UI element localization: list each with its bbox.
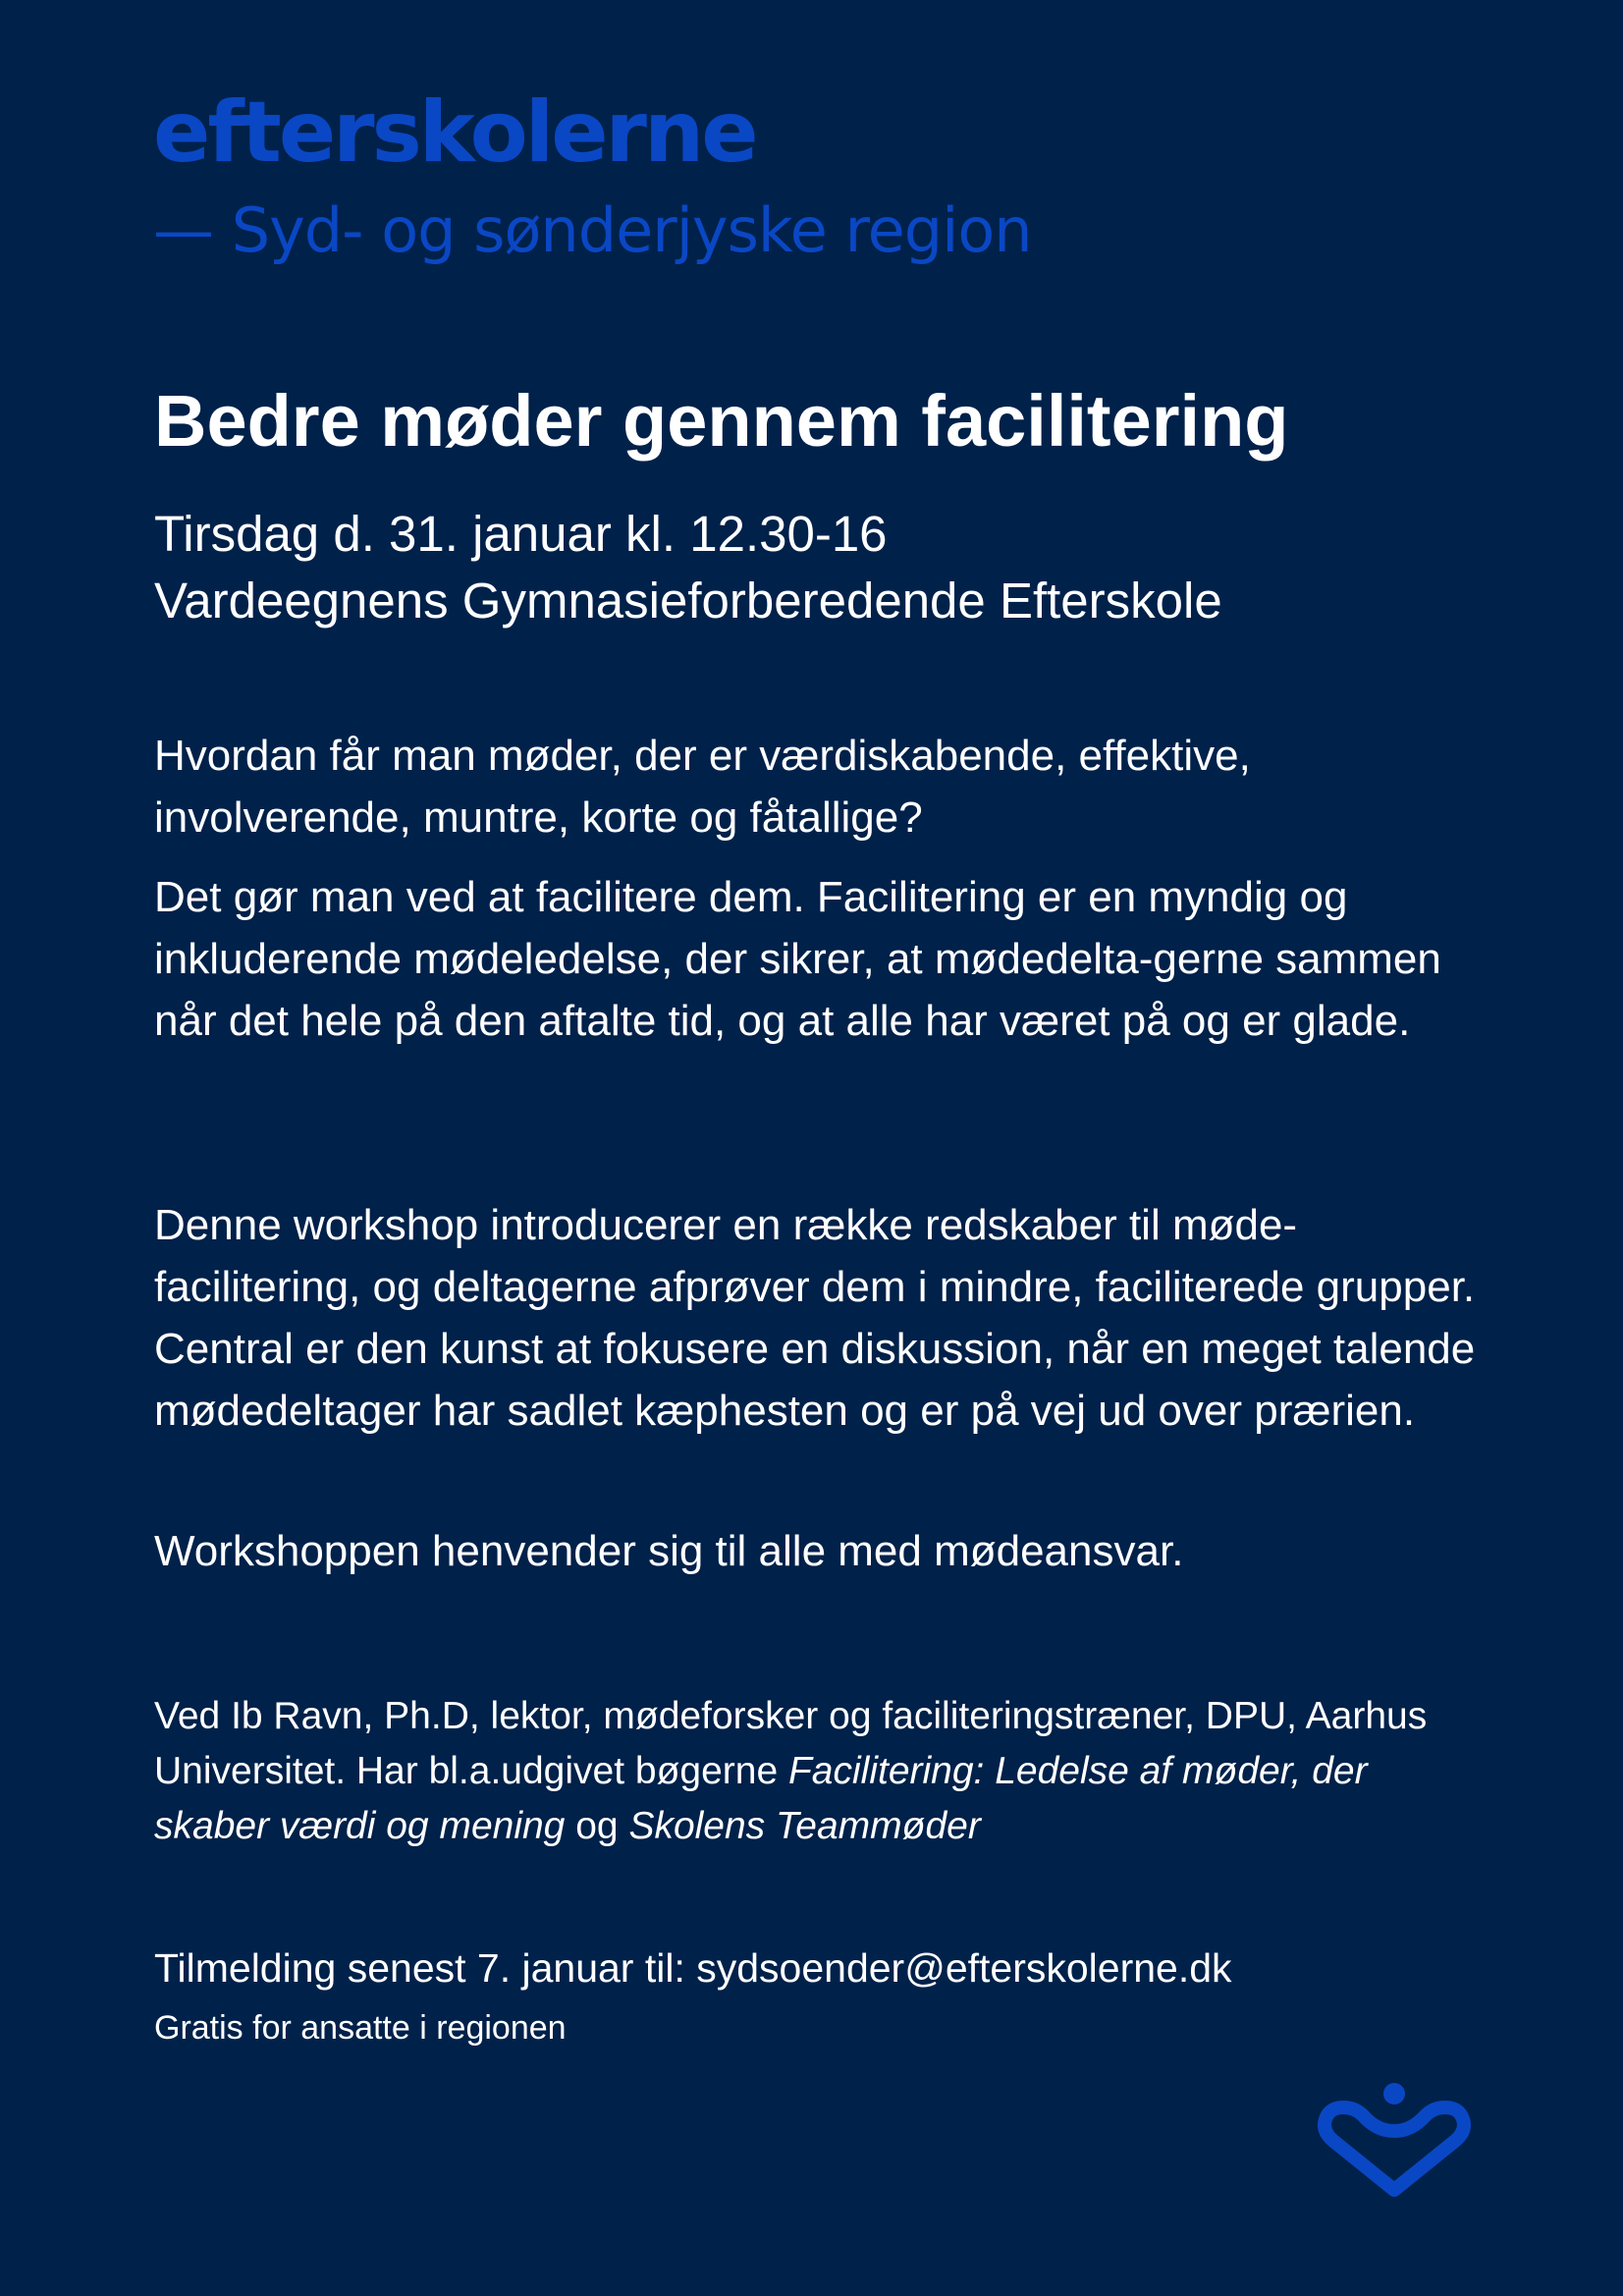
book-title-1: Facilitering: Ledelse af møder, der skaber værdi og mening [154,1750,1368,1847]
event-title: Bedre møder gennem facilitering [154,380,1289,462]
book-title-2: Skolens Teammøder [628,1805,981,1847]
body-paragraph-4 [154,1520,1489,1582]
body-paragraph-3 [154,1194,1489,1442]
speaker-text [154,1689,1489,1854]
paragraph-text: Denne workshop introducerer en række redskaber til møde-facilitering, og deltagerne afprøver dem i mindre, faciliterede grupper. Central er den kunst at fokusere en diskussion, når en meget talende mødedeltager har sadlet kæphesten og er på vej ud over prærien. [154,1201,1476,1435]
body-paragraph-2 [154,866,1489,1052]
paragraph-text: Det gør man ved at facilitere dem. Facilitering er en myndig og inkluderende mødeledelse, der sikrer, at mødedelta-gerne sammen når det hele på den aftalte tid, og at alle har været på og er glade. [154,873,1441,1045]
event-venue: Vardeegnens Gymnasieforberedende Efterskole [154,573,1222,629]
event-info [154,501,1222,634]
speaker-info [154,1689,1489,1854]
speaker-conjunction: og [565,1805,629,1847]
event-date-time: Tirsdag d. 31. januar kl. 12.30-16 [154,506,888,562]
speaker-intro: Ved Ib Ravn, Ph.D, lektor, mødeforsker og faciliteringstræner, DPU, Aarhus Universitet. Har bl.a.udgivet bøgerne [154,1695,1428,1792]
logo-wordmark: efterskolerne [153,83,756,182]
signup-line: Tilmelding senest 7. januar til: sydsoender@efterskolerne.dk [154,1945,1232,1991]
paragraph-text: Workshoppen henvender sig til alle med mødeansvar. [154,1527,1184,1575]
body-paragraph-1 [154,725,1489,848]
logo-region-name: — Syd- og sønderjyske region [153,194,1032,266]
heart-person-icon [1316,2080,1473,2198]
paragraph-text: Hvordan får man møder, der er værdiskabende, effektive, involverende, muntre, korte og fåtallige? [154,732,1251,842]
free-note: Gratis for ansatte i regionen [154,2009,567,2047]
